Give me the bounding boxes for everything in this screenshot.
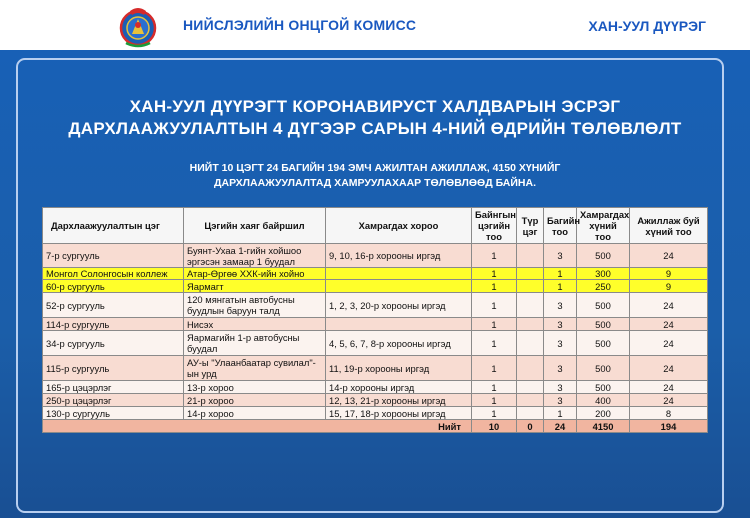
cell-site: 250-р цэцэрлэг <box>43 394 184 407</box>
col-header-address: Цэгийн хаяг байршил <box>184 208 326 244</box>
cell-site: 130-р сургууль <box>43 407 184 420</box>
cell-khoroo: 15, 17, 18-р хорооны иргэд <box>326 407 472 420</box>
col-header-site: Дархлаажуулалтын цэг <box>43 208 184 244</box>
cell-staff: 24 <box>630 394 708 407</box>
cell-address: 21-р хороо <box>184 394 326 407</box>
cell-address: Яармагт <box>184 280 326 293</box>
col-header-teams: Багийн тоо <box>544 208 577 244</box>
cell-fixed: 1 <box>472 407 517 420</box>
cell-teams: 3 <box>544 381 577 394</box>
cell-people: 500 <box>577 293 630 318</box>
summary-line-2: ДАРХЛААЖУУЛАЛТАД ХАМРУУЛАХААР ТӨЛӨВЛӨӨД БАЙНА. <box>214 177 536 189</box>
cell-mobile <box>517 381 544 394</box>
total-staff: 194 <box>630 420 708 433</box>
cell-site: 114-р сургууль <box>43 318 184 331</box>
cell-site: 115-р сургууль <box>43 356 184 381</box>
cell-people: 500 <box>577 244 630 268</box>
cell-staff: 9 <box>630 268 708 280</box>
cell-people: 300 <box>577 268 630 280</box>
cell-fixed: 1 <box>472 293 517 318</box>
total-people: 4150 <box>577 420 630 433</box>
cell-mobile <box>517 244 544 268</box>
cell-people: 400 <box>577 394 630 407</box>
cell-site: 165-р цэцэрлэг <box>43 381 184 394</box>
cell-mobile <box>517 318 544 331</box>
col-header-khoroo: Хамрагдах хороо <box>326 208 472 244</box>
cell-teams: 1 <box>544 280 577 293</box>
total-mobile: 0 <box>517 420 544 433</box>
cell-mobile <box>517 280 544 293</box>
cell-site: Монгол Солонгосын коллеж <box>43 268 184 280</box>
cell-people: 250 <box>577 280 630 293</box>
cell-fixed: 1 <box>472 331 517 356</box>
cell-mobile <box>517 394 544 407</box>
district-name: ХАН-УУЛ ДҮҮРЭГ <box>588 18 706 34</box>
cell-people: 200 <box>577 407 630 420</box>
cell-teams: 3 <box>544 244 577 268</box>
total-fixed: 10 <box>472 420 517 433</box>
vaccination-plan-table <box>42 207 708 433</box>
cell-address: Атар-Өргөө ХХК-ийн хойно <box>184 268 326 280</box>
cell-teams: 3 <box>544 394 577 407</box>
table-row <box>43 381 708 394</box>
table-row <box>43 394 708 407</box>
cell-staff: 24 <box>630 318 708 331</box>
cell-khoroo <box>326 318 472 331</box>
summary-line-1: НИЙТ 10 ЦЭГТ 24 БАГИЙН 194 ЭМЧ АЖИЛТАН АЖИЛЛАЖ, 4150 ХҮНИЙГ <box>189 162 561 174</box>
cell-site: 52-р сургууль <box>43 293 184 318</box>
cell-staff: 8 <box>630 407 708 420</box>
top-header-bar <box>0 0 750 50</box>
cell-site: 60-р сургууль <box>43 280 184 293</box>
cell-khoroo: 12, 13, 21-р хорооны иргэд <box>326 394 472 407</box>
cell-staff: 9 <box>630 280 708 293</box>
cell-address: Буянт-Ухаа 1-гийн хойшоо эргэсэн замаар 1 буудал <box>184 244 326 268</box>
col-header-fixed: Байнгын цэгийн тоо <box>472 208 517 244</box>
cell-khoroo <box>326 280 472 293</box>
cell-address: Яармагийн 1-р автобусны буудал <box>184 331 326 356</box>
cell-fixed: 1 <box>472 280 517 293</box>
cell-khoroo: 14-р хорооны иргэд <box>326 381 472 394</box>
cell-site: 34-р сургууль <box>43 331 184 356</box>
cell-khoroo <box>326 268 472 280</box>
cell-staff: 24 <box>630 293 708 318</box>
slide-title-line-1: ХАН-УУЛ ДҮҮРЭГТ КОРОНАВИРУСТ ХАЛДВАРЫН ЭСРЭГ <box>129 97 621 116</box>
cell-mobile <box>517 407 544 420</box>
cell-teams: 3 <box>544 331 577 356</box>
cell-fixed: 1 <box>472 318 517 331</box>
col-header-people: Хамрагдах хүний тоо <box>577 208 630 244</box>
cell-staff: 24 <box>630 244 708 268</box>
cell-address: АУ-ы "Улаанбаатар сувилал"-ын урд <box>184 356 326 381</box>
table-row <box>43 331 708 356</box>
cell-fixed: 1 <box>472 394 517 407</box>
table-row <box>43 407 708 420</box>
cell-fixed: 1 <box>472 244 517 268</box>
cell-address: 120 мянгатын автобусны буудлын баруун талд <box>184 293 326 318</box>
cell-mobile <box>517 268 544 280</box>
state-emblem-icon <box>118 5 158 49</box>
cell-mobile <box>517 331 544 356</box>
cell-khoroo: 11, 19-р хорооны иргэд <box>326 356 472 381</box>
col-header-staff: Ажиллаж буй хүний тоо <box>630 208 708 244</box>
cell-khoroo: 1, 2, 3, 20-р хорооны иргэд <box>326 293 472 318</box>
total-teams: 24 <box>544 420 577 433</box>
slide-title-line-2: ДАРХЛААЖУУЛАЛТЫН 4 ДҮГЭЭР САРЫН 4-НИЙ ӨДРИЙН ТӨЛӨВЛӨЛТ <box>68 119 682 138</box>
cell-fixed: 1 <box>472 356 517 381</box>
cell-address: 14-р хороо <box>184 407 326 420</box>
table-row <box>43 356 708 381</box>
cell-teams: 3 <box>544 293 577 318</box>
col-header-mobile: Түр цэг <box>517 208 544 244</box>
table-row <box>43 268 708 280</box>
cell-address: 13-р хороо <box>184 381 326 394</box>
cell-people: 500 <box>577 318 630 331</box>
table-row <box>43 280 708 293</box>
cell-khoroo: 9, 10, 16-р хорооны иргэд <box>326 244 472 268</box>
cell-site: 7-р сургууль <box>43 244 184 268</box>
table-total-row <box>43 420 708 433</box>
cell-staff: 24 <box>630 356 708 381</box>
table-header-row <box>43 208 708 244</box>
cell-mobile <box>517 356 544 381</box>
cell-staff: 24 <box>630 331 708 356</box>
cell-address: Нисэх <box>184 318 326 331</box>
cell-people: 500 <box>577 331 630 356</box>
cell-teams: 3 <box>544 356 577 381</box>
cell-people: 500 <box>577 356 630 381</box>
cell-teams: 3 <box>544 318 577 331</box>
table-row <box>43 318 708 331</box>
table-row <box>43 293 708 318</box>
cell-teams: 1 <box>544 268 577 280</box>
total-label: Нийт <box>43 420 472 433</box>
cell-fixed: 1 <box>472 381 517 394</box>
commission-name: НИЙСЛЭЛИЙН ОНЦГОЙ КОМИСС <box>183 17 417 33</box>
cell-teams: 1 <box>544 407 577 420</box>
cell-fixed: 1 <box>472 268 517 280</box>
table-row <box>43 244 708 268</box>
cell-staff: 24 <box>630 381 708 394</box>
cell-people: 500 <box>577 381 630 394</box>
cell-khoroo: 4, 5, 6, 7, 8-р хорооны иргэд <box>326 331 472 356</box>
cell-mobile <box>517 293 544 318</box>
